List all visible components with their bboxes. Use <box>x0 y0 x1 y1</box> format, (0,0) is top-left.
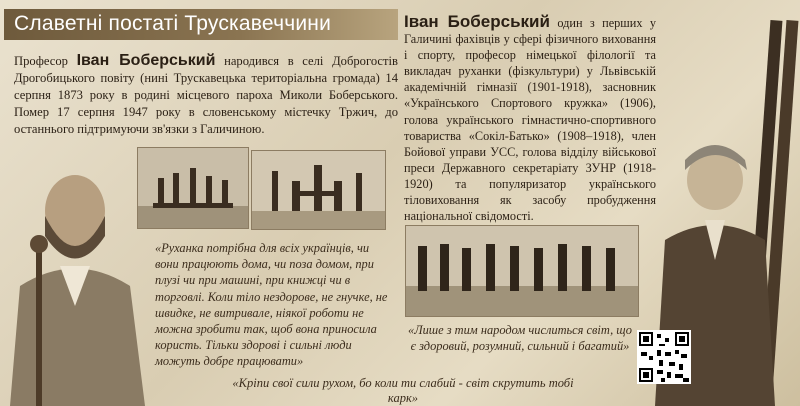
gymnastics-photo-1 <box>137 147 249 229</box>
title-banner <box>4 9 398 40</box>
bio-text <box>404 14 656 224</box>
qr-code-icon <box>639 332 689 382</box>
athletes-row-photo <box>405 225 639 317</box>
page-title: Славетні постаті Трускавеччини <box>14 12 332 35</box>
intro-name: Іван Боберський <box>76 52 216 69</box>
portrait-left-photo <box>0 156 150 406</box>
intro-text <box>14 52 398 138</box>
quote-main: «Руханка потрібна для всіх українців, чи вони працюють дома, чи поза домом, при плузі чи при машині, при книжці чи в торговлі. Коли тіло нездорове, не гнучке, не швидке, не витривале, ніякої роботи не можна зробити так, щоб вона приносила користь. Тільки здорові і сильні люди можуть добре працювати» <box>155 241 388 369</box>
qr-code[interactable] <box>637 330 691 384</box>
quote-bottom: «Кріпи свої сили рухом, бо коли ти слабий - світ скрутить тобі карк» <box>232 376 574 405</box>
quote-people: «Лише з тим народом числиться світ, що є здоровий, розумний, сильний і багатий» <box>408 323 632 353</box>
gymnastics-photo-2 <box>251 150 386 230</box>
intro-body: народився в селі Доброгостів Дрогобицького повіту (нині Трускавецька територіальна громада) 14 серпня 1873 року в родині місцевого пароха Миколи Боберського. Помер 17 серпня 1947 року в словенському містечку Тржич, до останнього підтримуючи зв'язки з Галичиною. <box>14 54 398 136</box>
bio-name: Іван Боберський <box>404 12 550 31</box>
bio-body: один з перших у Галичині фахівців у сфері фізичного виховання і спорту, професор німецької філології та викладач руханки (фізкультури) у Львівській академічній гімназії (1901-1918), засновник «Українського Спортового кружка» (1906), голова українського гімнастично-спортивного товариства «Сокіл-Батько» (1908–1918), член Бойової управи УСС, голова відділу військової преси Державного секретаріату ЗУНР (1918-1920) та популяризатор українського тіловиховання як засобу пробудження національної свідомості. <box>404 16 657 224</box>
intro-prefix: Професор <box>14 54 68 68</box>
